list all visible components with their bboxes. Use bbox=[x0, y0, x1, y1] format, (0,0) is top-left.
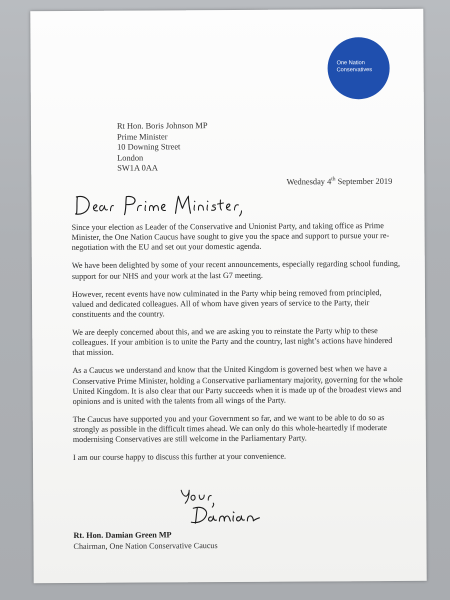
address-line: Rt Hon. Boris Johnson MP bbox=[116, 121, 208, 131]
letter-page bbox=[30, 9, 426, 583]
body-paragraph: However, recent events have now culminated in the Party whip being removed from principled, valued and dedicated colleagues. All of whom have given years of service to the Party, their constituents and the country. bbox=[71, 287, 382, 319]
handwritten-salutation bbox=[71, 192, 261, 219]
signatory-title: Chairman, One Nation Conservative Caucus bbox=[73, 541, 218, 551]
handwritten-signoff bbox=[173, 486, 293, 527]
logo-text bbox=[337, 60, 387, 73]
signatory-name: Rt. Hon. Damian Green MP bbox=[73, 530, 172, 540]
recipient-address bbox=[117, 121, 208, 175]
address-line: 10 Downing Street bbox=[117, 142, 181, 152]
body-paragraph: Since your election as Leader of the Conservative and Unionist Party, and taking office as Prime Minister, the One Nation Caucus have sought to give you the space and support to pursue your re-negotiation with the EU and set out your domestic agenda. bbox=[71, 221, 390, 253]
letter-date bbox=[287, 176, 393, 186]
date-month-year: September 2019 bbox=[337, 176, 393, 187]
letter-body bbox=[72, 221, 406, 471]
address-line: London bbox=[117, 153, 144, 163]
address-line: Prime Minister bbox=[116, 131, 168, 142]
body-paragraph: We are deeply concerned about this, and we are asking you to reinstate the Party whip to these colleagues. If your ambition is to unite the Party and the country, last night’s actions have hindered that mission. bbox=[72, 326, 393, 358]
one-nation-logo bbox=[327, 37, 389, 99]
body-paragraph: We have been delighted by some of your recent announcements, especially regarding school funding, support for our NHS and your work at the last G7 meeting. bbox=[71, 259, 401, 281]
address-line: SW1A 0AA bbox=[117, 163, 158, 174]
logo-line-2: Conservatives bbox=[336, 66, 373, 73]
body-paragraph: As a Caucus we understand and know that the United Kingdom is governed best when we have a Conservative Prime Minister, holding a Conservative parliamentary majority, governing for the whole United Kingdom. It is also clear that our Party succeeds when it is made up of the broadest views and opinions and is united with the talents from all wings of the Party. bbox=[72, 364, 403, 406]
date-suffix: th bbox=[331, 176, 336, 183]
logo-line-1: One Nation bbox=[336, 60, 365, 67]
body-paragraph: I am our course happy to discuss this further at your convenience. bbox=[72, 452, 287, 463]
date-day: 4 bbox=[327, 177, 332, 187]
date-weekday: Wednesday bbox=[286, 177, 326, 187]
body-paragraph: The Caucus have supported you and your Government so far, and we want to be able to do so as strongly as possible in the difficult times ahead. We can only do this whole-heartedly if moderate modernising Conservatives are still welcome in the Parliamentary Party. bbox=[72, 413, 388, 445]
